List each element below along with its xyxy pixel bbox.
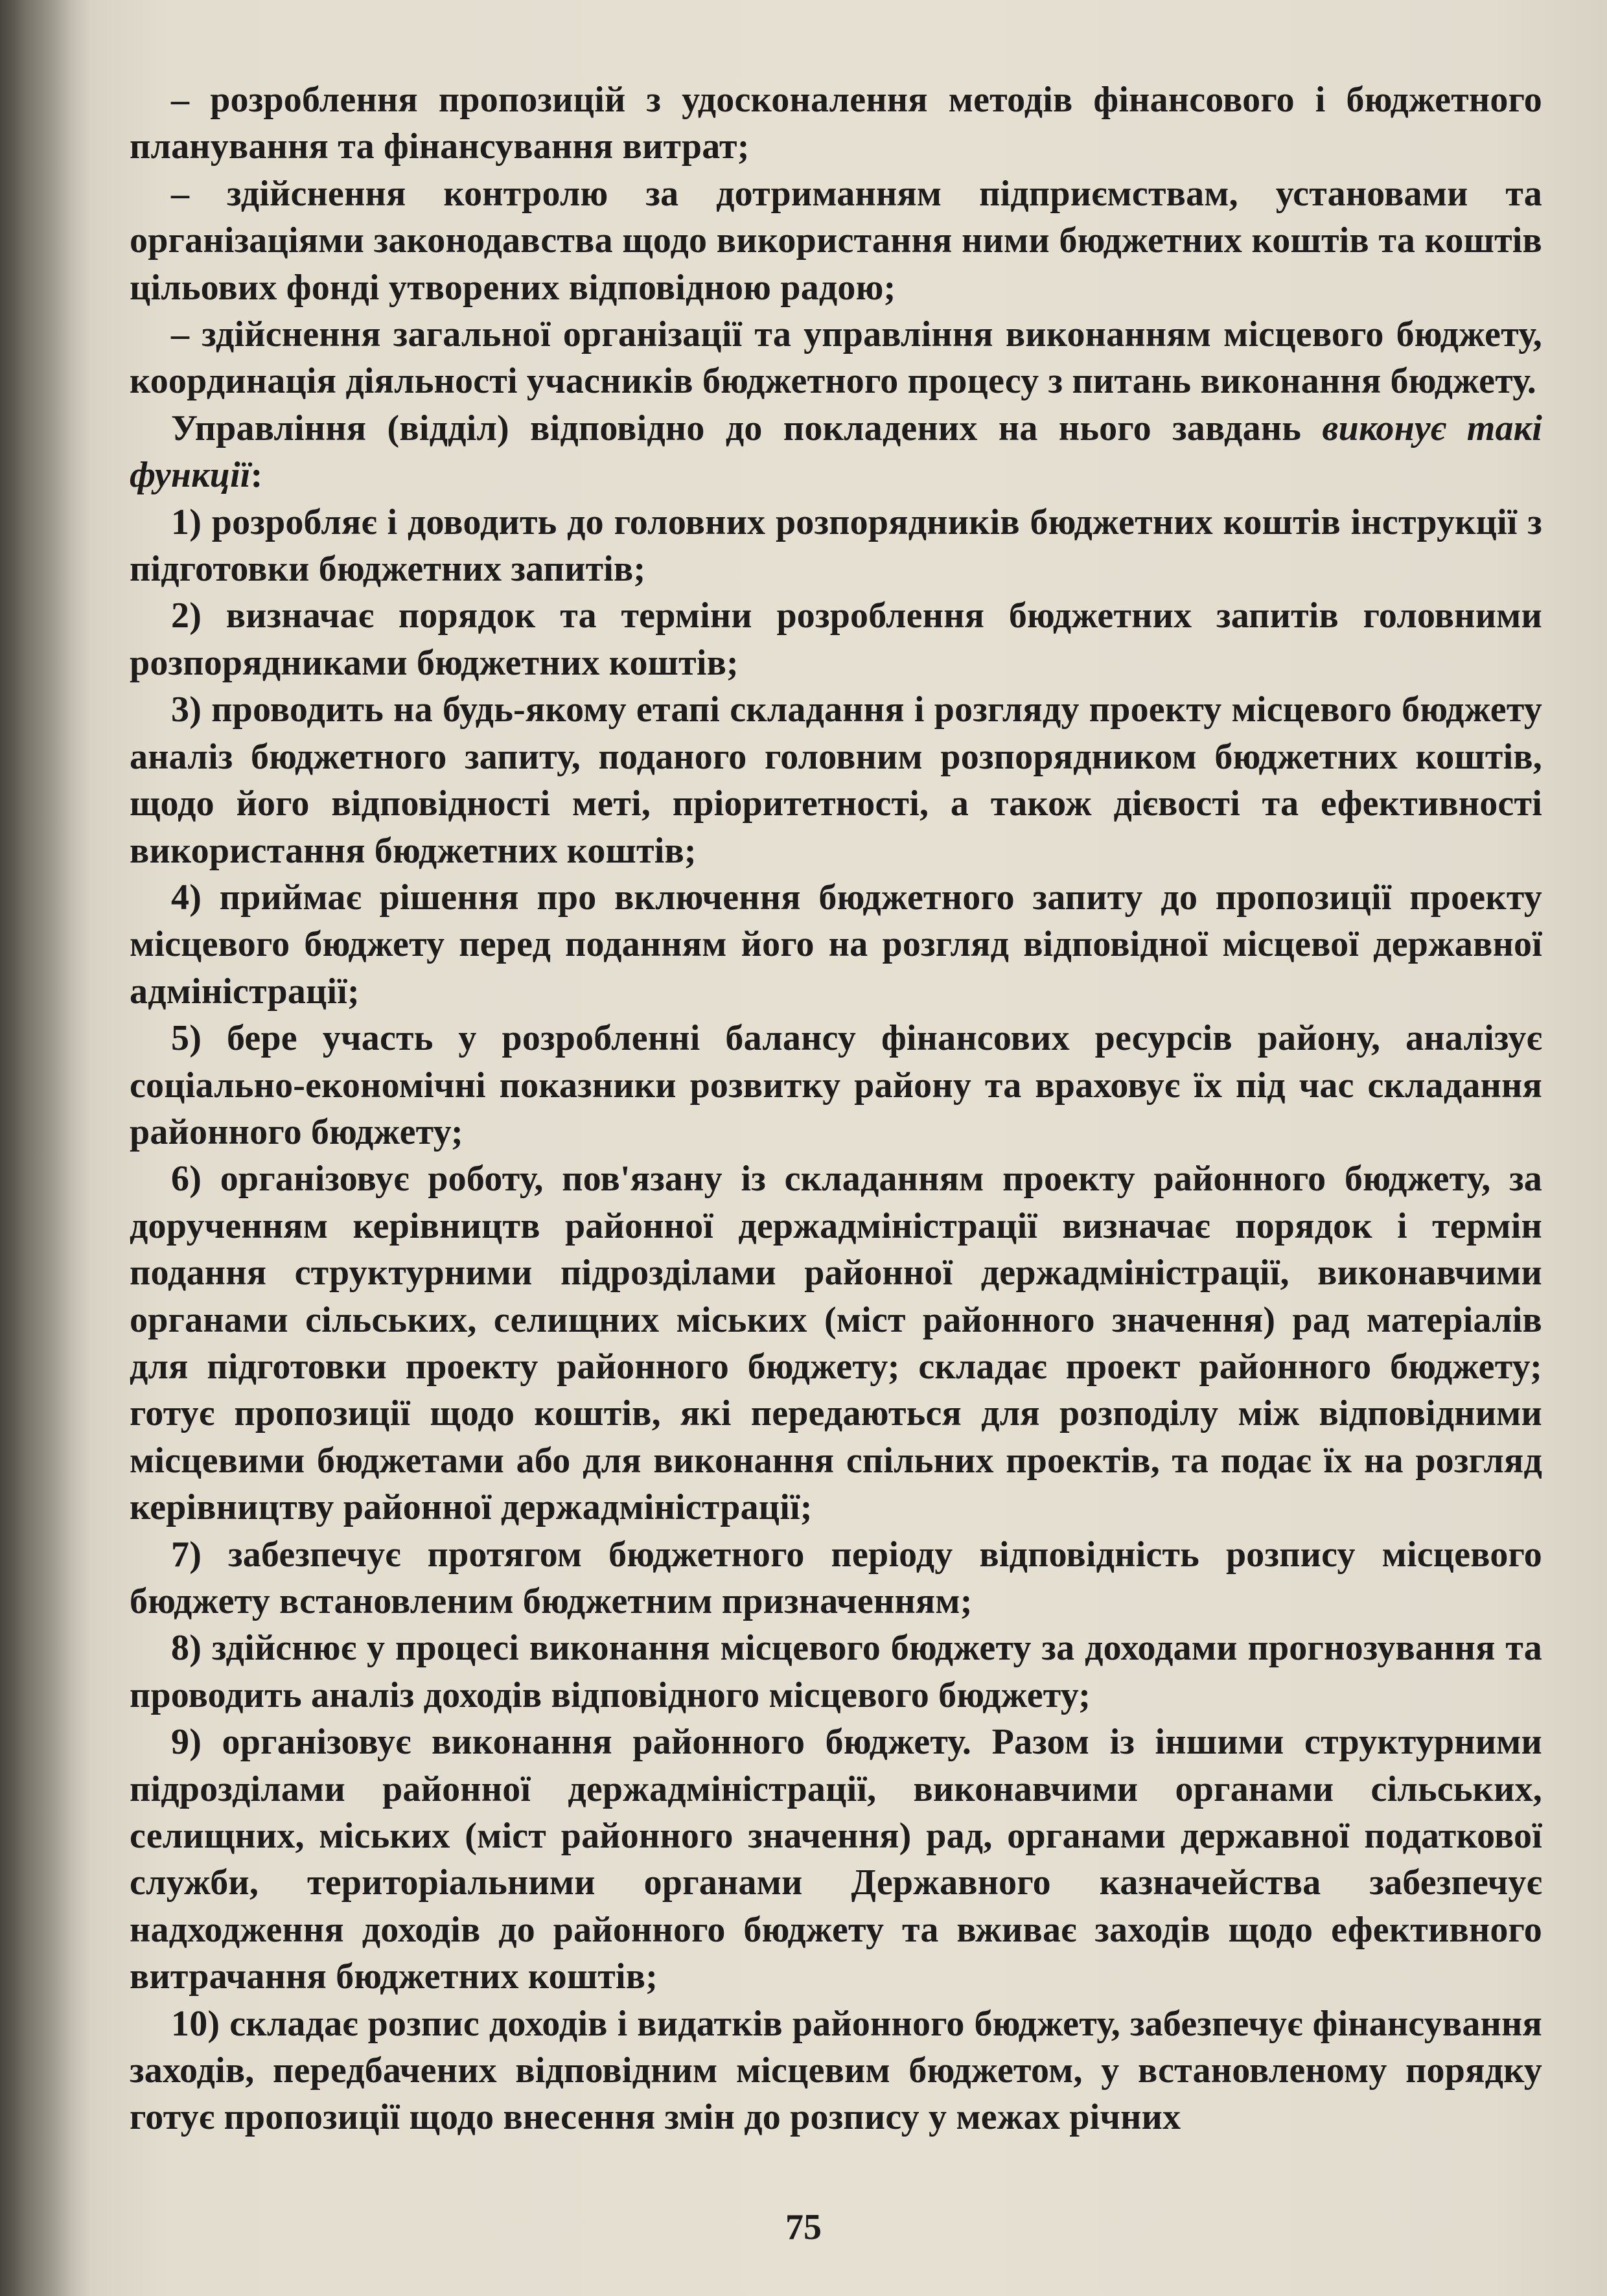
functions-intro [130,405,1542,499]
intro-text: Управління (відділ) відповідно до покладених на нього завдань [171,408,1323,448]
function-item-6: 6) організовує роботу, пов'язану із складанням проекту районного бюджету, за дорученням керівництв районної держадміністрації визначає порядок і термін подання структурними підрозділами районної держадміністрації, виконавчими органами сільських, селищних міських (міст районного значення) рад матеріалів для підготовки проекту районного бюджету; складає проект районного бюджету; готує пропозиції щодо коштів, які передаються для розподілу між відповідними місцевими бюджетами або для виконання спільних проектів, та подає їх на розгляд керівництву районної держадміністрації; [130,1159,1542,1528]
dash-item-3: – здійснення загальної організації та управління виконанням місцевого бюджету, координація діяльності учасників бюджетного процесу з питань виконання бюджету. [130,314,1542,402]
function-item-4: 4) приймає рішення про включення бюджетного запиту до пропозиції проекту місцевого бюджету перед поданням його на розгляд відповідної місцевої державної адміністрації; [130,877,1542,1012]
dash-item-1: – розроблення пропозицій з удосконалення методів фінансового і бюджетного планування та фінансування витрат; [130,80,1542,167]
intro-emphasis: виконує такі функції [130,408,1542,496]
page-number: 75 [785,2207,822,2247]
function-item-10: 10) складає розпис доходів і видатків районного бюджету, забезпечує фінансування заходів, передбачених відповідним місцевим бюджетом, у встановленому порядку готує пропозиції щодо внесення змін до розпису у межах річних [130,2003,1542,2138]
function-item-9: 9) організовує виконання районного бюджету. Разом із іншими структурними підрозділами районної держадміністрації, виконавчими органами сільських, селищних, міських (міст районного значення) рад, органами державної податкової служби, територіальними органами Державного казначейства забезпечує надходження доходів до районного бюджету та вживає заходів щодо ефективного витрачання бюджетних коштів; [130,1722,1542,1997]
function-item-8: 8) здійснює у процесі виконання місцевого бюджету за доходами прогнозування та проводить аналіз доходів відповідного місцевого бюджету; [130,1628,1542,1715]
page-body-text [130,76,1542,2141]
function-item-2: 2) визначає порядок та терміни розроблення бюджетних запитів головними розпорядниками бюджетних коштів; [130,596,1542,683]
function-item-1: 1) розробляє і доводить до головних розпорядників бюджетних коштів інструкції з підготовки бюджетних запитів; [130,502,1542,590]
function-item-5: 5) бере участь у розробленні балансу фінансових ресурсів району, аналізує соціально-економічні показники розвитку району та враховує їх під час складання районного бюджету; [130,1018,1542,1152]
dash-item-2: – здійснення контролю за дотриманням підприємствам, установами та організаціями законодавства щодо використання ними бюджетних коштів та коштів цільових фонді утворених відповідною радою; [130,173,1542,308]
intro-end: : [250,455,263,496]
function-item-3: 3) проводить на будь-якому етапі складання і розгляду проекту місцевого бюджету аналіз бюджетного запиту, поданого головним розпорядником бюджетних коштів, щодо його відповідності меті, пріоритетності, а також дієвості та ефективності використання бюджетних коштів; [130,690,1542,871]
function-item-7: 7) забезпечує протягом бюджетного періоду відповідність розпису місцевого бюджету встановленим бюджетним призначенням; [130,1534,1542,1621]
